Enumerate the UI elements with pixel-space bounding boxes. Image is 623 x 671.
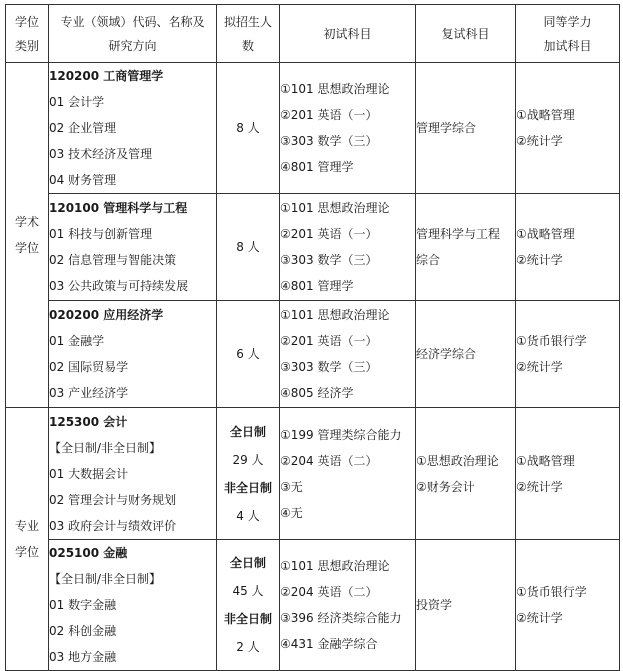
equivalent-cell: ①战略管理 ②统计学 <box>516 408 620 540</box>
table-row <box>6 540 620 671</box>
header-re-exam: 复试科目 <box>416 5 516 63</box>
category-professional: 专业 学位 <box>6 408 49 671</box>
initial-exam-cell: ①101 思想政治理论 ②201 英语（一） ③303 数学（三） ④801 管理学 <box>280 194 416 301</box>
equivalent-cell: ①货币银行学 ②统计学 <box>516 301 620 408</box>
header-row <box>6 5 620 63</box>
initial-exam-cell: ①101 思想政治理论 ②201 英语（一） ③303 数学（三） ④805 经济学 <box>280 301 416 408</box>
header-equivalent: 同等学力 加试科目 <box>516 5 620 63</box>
table-row <box>6 194 620 301</box>
quota-cell: 全日制 45 人 非全日制 2 人 <box>217 540 280 671</box>
re-exam-cell: 管理科学与工程 综合 <box>416 194 516 301</box>
quota-cell: 6 人 <box>217 301 280 408</box>
table-row <box>6 63 620 194</box>
category-academic: 学术 学位 <box>6 63 49 408</box>
program-cell: 125300 会计 【全日制/非全日制】 01 大数据会计 02 管理会计与财务规划 03 政府会计与绩效评价 <box>49 408 217 540</box>
admission-table <box>5 4 620 671</box>
re-exam-cell: 经济学综合 <box>416 301 516 408</box>
quota-cell: 全日制 29 人 非全日制 4 人 <box>217 408 280 540</box>
quota-cell: 8 人 <box>217 194 280 301</box>
equivalent-cell: ①战略管理 ②统计学 <box>516 63 620 194</box>
table-row <box>6 408 620 540</box>
re-exam-cell: 投资学 <box>416 540 516 671</box>
header-program: 专业（领域）代码、名称及 研究方向 <box>49 5 217 63</box>
table-row <box>6 301 620 408</box>
initial-exam-cell: ①101 思想政治理论 ②201 英语（一） ③303 数学（三） ④801 管理学 <box>280 63 416 194</box>
program-cell: 020200 应用经济学 01 金融学 02 国际贸易学 03 产业经济学 <box>49 301 217 408</box>
quota-cell: 8 人 <box>217 63 280 194</box>
re-exam-cell: ①思想政治理论 ②财务会计 <box>416 408 516 540</box>
admission-table-wrapper <box>5 4 620 671</box>
initial-exam-cell: ①199 管理类综合能力 ②204 英语（二） ③无 ④无 <box>280 408 416 540</box>
equivalent-cell: ①货币银行学 ②统计学 <box>516 540 620 671</box>
program-cell: 120200 工商管理学 01 会计学 02 企业管理 03 技术经济及管理 04 财务管理 <box>49 63 217 194</box>
initial-exam-cell: ①101 思想政治理论 ②204 英语（二） ③396 经济类综合能力 ④431 金融学综合 <box>280 540 416 671</box>
program-cell: 025100 金融 【全日制/非全日制】 01 数字金融 02 科创金融 03 地方金融 <box>49 540 217 671</box>
header-degree-type: 学位 类别 <box>6 5 49 63</box>
header-quota: 拟招生人 数 <box>217 5 280 63</box>
program-cell: 120100 管理科学与工程 01 科技与创新管理 02 信息管理与智能决策 03 公共政策与可持续发展 <box>49 194 217 301</box>
header-initial-exam: 初试科目 <box>280 5 416 63</box>
equivalent-cell: ①战略管理 ②统计学 <box>516 194 620 301</box>
re-exam-cell: 管理学综合 <box>416 63 516 194</box>
